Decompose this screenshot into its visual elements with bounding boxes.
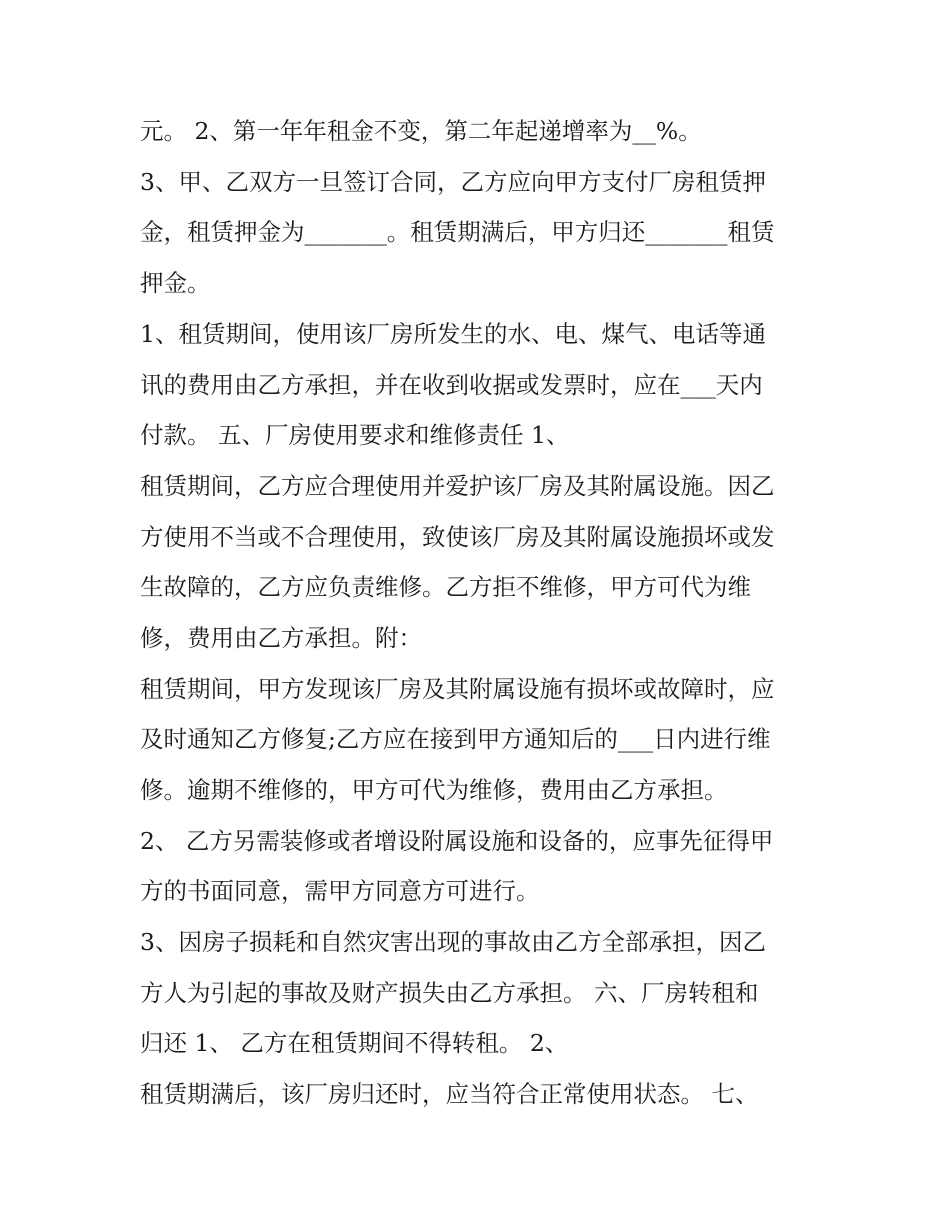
text-line: 生故障的，乙方应负责维修。乙方拒不维修，甲方可代为维 bbox=[140, 573, 751, 601]
text-line: 方使用不当或不合理使用，致使该厂房及其附属设施损坏或发 bbox=[140, 523, 775, 551]
text-line: 租赁期间，甲方发现该厂房及其附属设施有损坏或故障时，应 bbox=[140, 675, 775, 703]
text-line: 金，租赁押金为_______。租赁期满后，甲方归还_______租赁 bbox=[140, 218, 775, 246]
text-line: 方的书面同意，需甲方同意方可进行。 bbox=[140, 877, 540, 905]
text-line: 3、因房子损耗和自然灾害出现的事故由乙方全部承担，因乙 bbox=[140, 928, 766, 956]
text-line: 讯的费用由乙方承担，并在收到收据或发票时，应在___天内 bbox=[140, 371, 763, 399]
text-line: 修，费用由乙方承担。附： bbox=[140, 624, 422, 652]
text-line: 归还 1、 乙方在租赁期间不得转租。 2、 bbox=[140, 1029, 569, 1057]
text-line: 1、租赁期间，使用该厂房所发生的水、电、煤气、电话等通 bbox=[140, 320, 766, 348]
text-line: 押金。 bbox=[140, 269, 211, 297]
text-line: 及时通知乙方修复;乙方应在接到甲方通知后的___日内进行维 bbox=[140, 725, 771, 753]
text-line: 租赁期满后，该厂房归还时，应当符合正常使用状态。 七、 bbox=[140, 1080, 759, 1108]
text-line: 付款。 五、厂房使用要求和维修责任 1、 bbox=[140, 421, 570, 449]
text-line: 2、 乙方另需装修或者增设附属设施和设备的，应事先征得甲 bbox=[140, 827, 774, 855]
text-line: 修。逾期不维修的，甲方可代为维修，费用由乙方承担。 bbox=[140, 776, 728, 804]
text-line: 方人为引起的事故及财产损失由乙方承担。 六、厂房转租和 bbox=[140, 979, 759, 1007]
text-line: 租赁期间，乙方应合理使用并爱护该厂房及其附属设施。因乙 bbox=[140, 472, 775, 500]
text-line: 元。 2、第一年年租金不变，第二年起递增率为__%。 bbox=[140, 117, 702, 145]
text-line: 3、甲、乙双方一旦签订合同，乙方应向甲方支付厂房租赁押 bbox=[140, 168, 766, 196]
